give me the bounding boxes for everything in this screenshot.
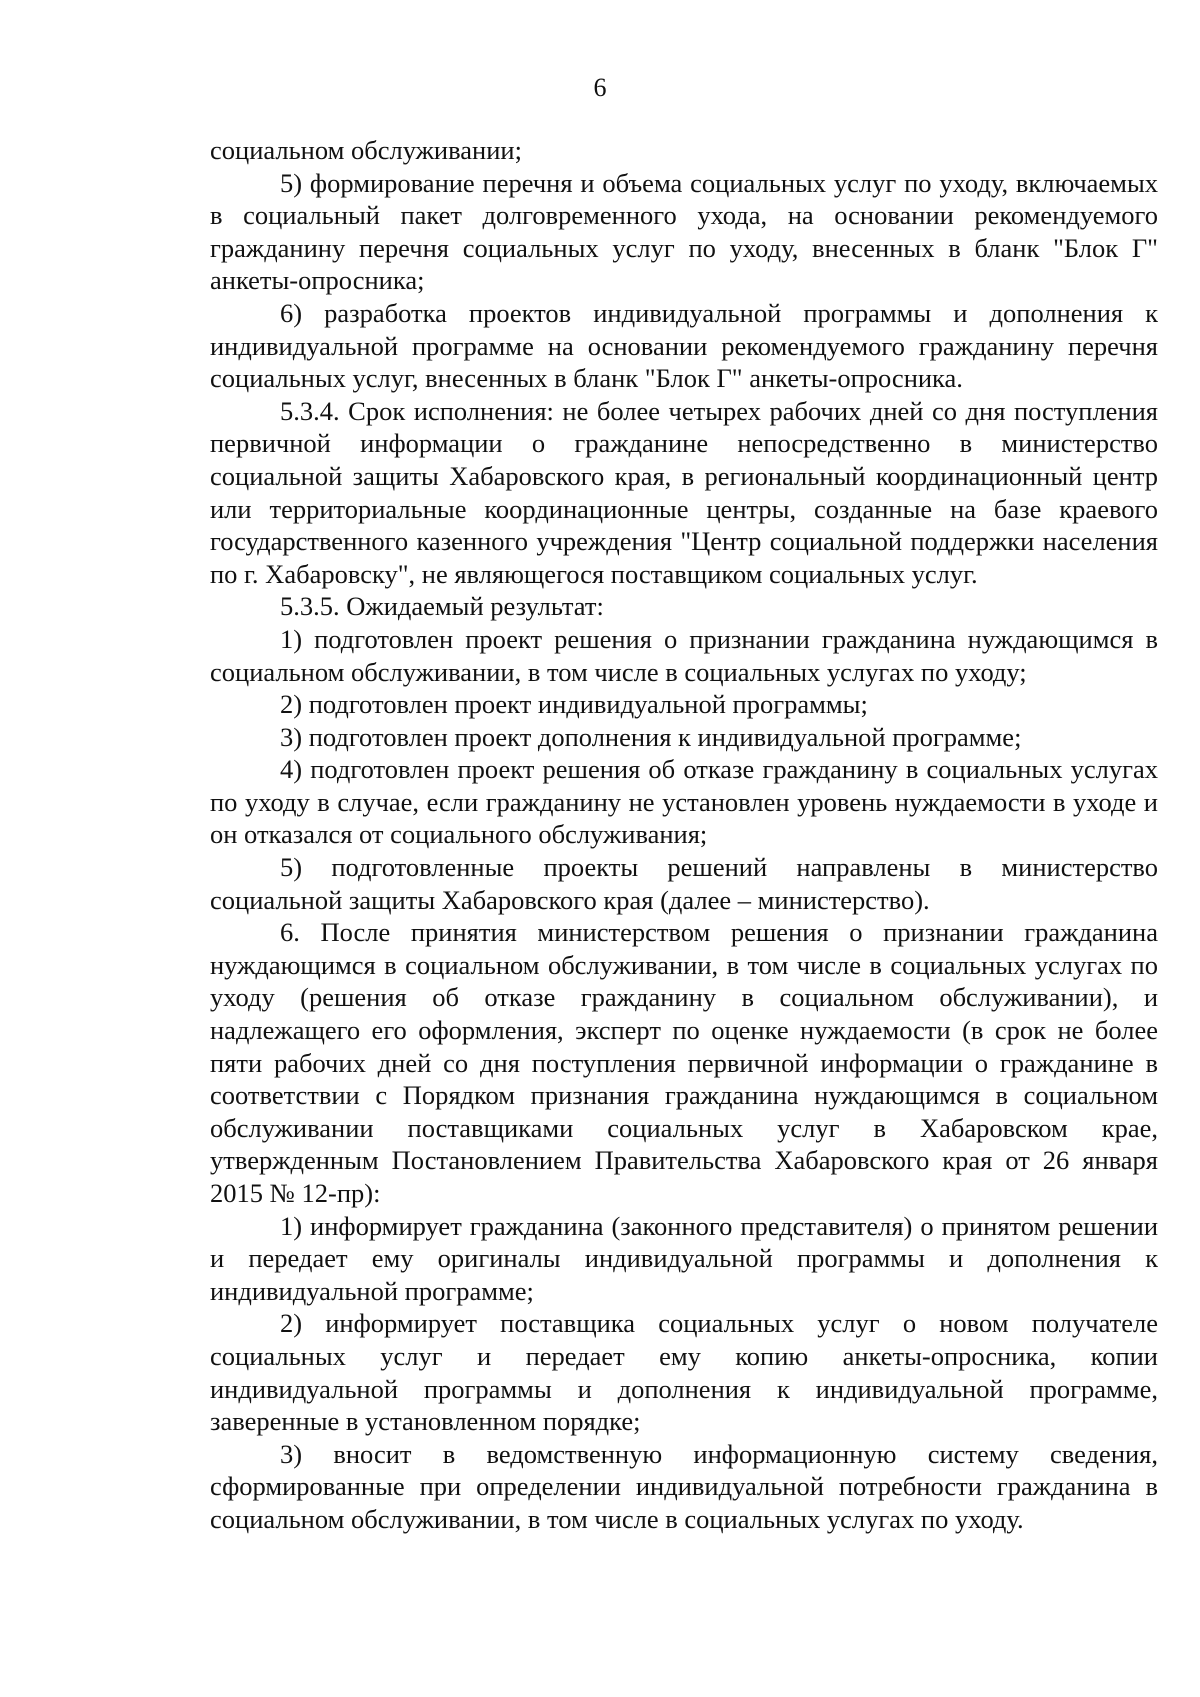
document-body (210, 134, 1158, 1536)
paragraph: 3) подготовлен проект дополнения к индивидуальной программе; (280, 721, 1022, 752)
paragraph: 5) формирование перечня и объема социальных услуг по уходу, включаемых в социальный пакет долговременного ухода, на основании рекомендуемого гражданину перечня социальных услуг по уходу, внесенных в бланк "Блок Г" анкеты-опросника; (210, 167, 1158, 296)
paragraph: 4) подготовлен проект решения об отказе гражданину в социальных услугах по уходу в случае, если гражданину не установлен уровень нуждаемости в уходе и он отказался от социального обслуживания; (210, 754, 1158, 850)
paragraph: 5) подготовленные проекты решений направлены в министерство социальной защиты Хабаровского края (далее – министерство). (210, 852, 1158, 915)
paragraph: 5.3.5. Ожидаемый результат: (280, 591, 604, 622)
paragraph: 2) информирует поставщика социальных услуг о новом получателе социальных услуг и передает ему копию анкеты-опросника, копии индивидуальной программы и дополнения к индивидуальной программе, заверенные в установленном порядке; (210, 1308, 1158, 1437)
paragraph: 6. После принятия министерством решения о признании гражданина нуждающимся в социальном обслуживании, в том числе в социальных услугах по уходу (решения об отказе гражданину в социальном обслуживании), и надлежащего его оформления, эксперт по оценке нуждаемости (в срок не более пяти рабочих дней со дня поступления первичной информации о гражданине в соответствии с Порядком признания гражданина нуждающимся в социальном обслуживании поставщиками социальных услуг в Хабаровском крае, утвержденным Постановлением Правительства Хабаровского края от 26 января 2015 № 12-пр): (210, 917, 1158, 1208)
paragraph: социальном обслуживании; (210, 135, 522, 165)
page-number: 6 (593, 73, 607, 102)
paragraph: 6) разработка проектов индивидуальной программы и дополнения к индивидуальной программе на основании рекомендуемого гражданину перечня социальных услуг, внесенных в бланк "Блок Г" анкеты-опросника. (210, 297, 1158, 394)
paragraph: 5.3.4. Срок исполнения: не более четырех рабочих дней со дня поступления первичной информации о гражданине непосредственно в министерство социальной защиты Хабаровского края, в региональный координационный центр или территориальные координационные центры, созданные на базе краевого государственного казенного учреждения "Центр социальной поддержки населения по г. Хабаровску", не являющегося поставщиком социальных услуг. (210, 395, 1158, 589)
paragraph: 2) подготовлен проект индивидуальной программы; (280, 689, 868, 720)
paragraph: 3) вносит в ведомственную информационную систему сведения, сформированные при определении индивидуальной потребности гражданина в социальном обслуживании, в том числе в социальных услугах по уходу. (210, 1438, 1158, 1534)
paragraph: 1) подготовлен проект решения о признании гражданина нуждающимся в социальном обслуживании, в том числе в социальных услугах по уходу; (210, 623, 1158, 687)
paragraph: 1) информирует гражданина (законного представителя) о принятом решении и передает ему оригиналы индивидуальной программы и дополнения к индивидуальной программе; (210, 1210, 1158, 1306)
